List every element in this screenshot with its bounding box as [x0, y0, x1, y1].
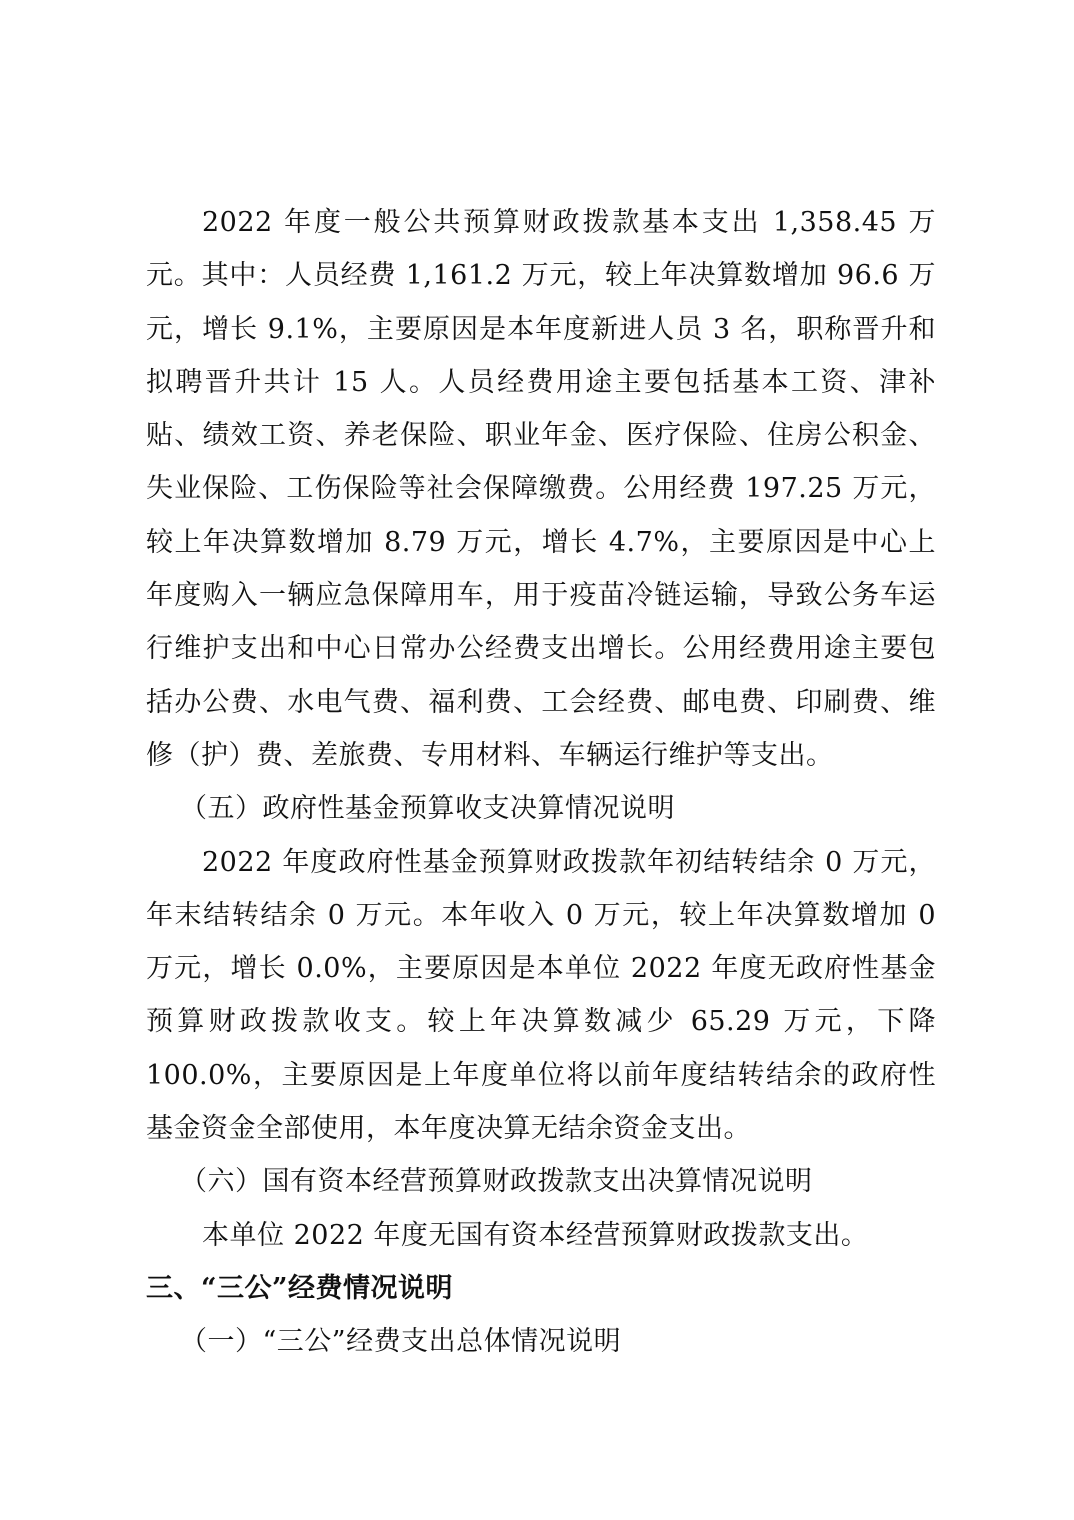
heading-state-capital: （六）国有资本经营预算财政拨款支出决算情况说明 [180, 1166, 813, 1198]
heading-three-public-overview: （一）“三公”经费支出总体情况说明 [180, 1326, 622, 1358]
document-page [146, 196, 936, 1369]
paragraph-government-fund: 2022 年度政府性基金预算财政拨款年初结转结余 0 万元，年末结转结余 0 万元。本年收入 0 万元，较上年决算数增加 0 万元，增长 0.0%，主要原因是本单位 2022 年度无政府性基金预算财政拨款收支。较上年决算数减少 65.29 万元，下降 100.0%，主要原因是上年度单位将以前年度结转结余的政府性基金资金全部使用，本年度决算无结余资金支出。 [146, 846, 936, 1145]
section-heading-three-public: 三、“三公”经费情况说明 [146, 1272, 454, 1304]
heading-government-fund: （五）政府性基金预算收支决算情况说明 [180, 793, 675, 825]
paragraph-basic-expenditure: 2022 年度一般公共预算财政拨款基本支出 1,358.45 万元。其中：人员经费 1,161.2 万元，较上年决算数增加 96.6 万元，增长 9.1%，主要原因是本年度新进人员 3 名，职称晋升和拟聘晋升共计 15 人。人员经费用途主要包括基本工资、津补贴、绩效工资、养老保险、职业年金、医疗保险、住房公积金、失业保险、工伤保险等社会保障缴费。公用经费 197.25 万元，较上年决算数增加 8.79 万元，增长 4.7%，主要原因是中心上年度购入一辆应急保障用车，用于疫苗冷链运输，导致公务车运行维护支出和中心日常办公经费支出增长。公用经费用途主要包括办公费、水电气费、福利费、工会经费、邮电费、印刷费、维修（护）费、差旅费、专用材料、车辆运行维护等支出。 [146, 207, 936, 771]
paragraph-state-capital: 本单位 2022 年度无国有资本经营预算财政拨款支出。 [202, 1219, 869, 1251]
